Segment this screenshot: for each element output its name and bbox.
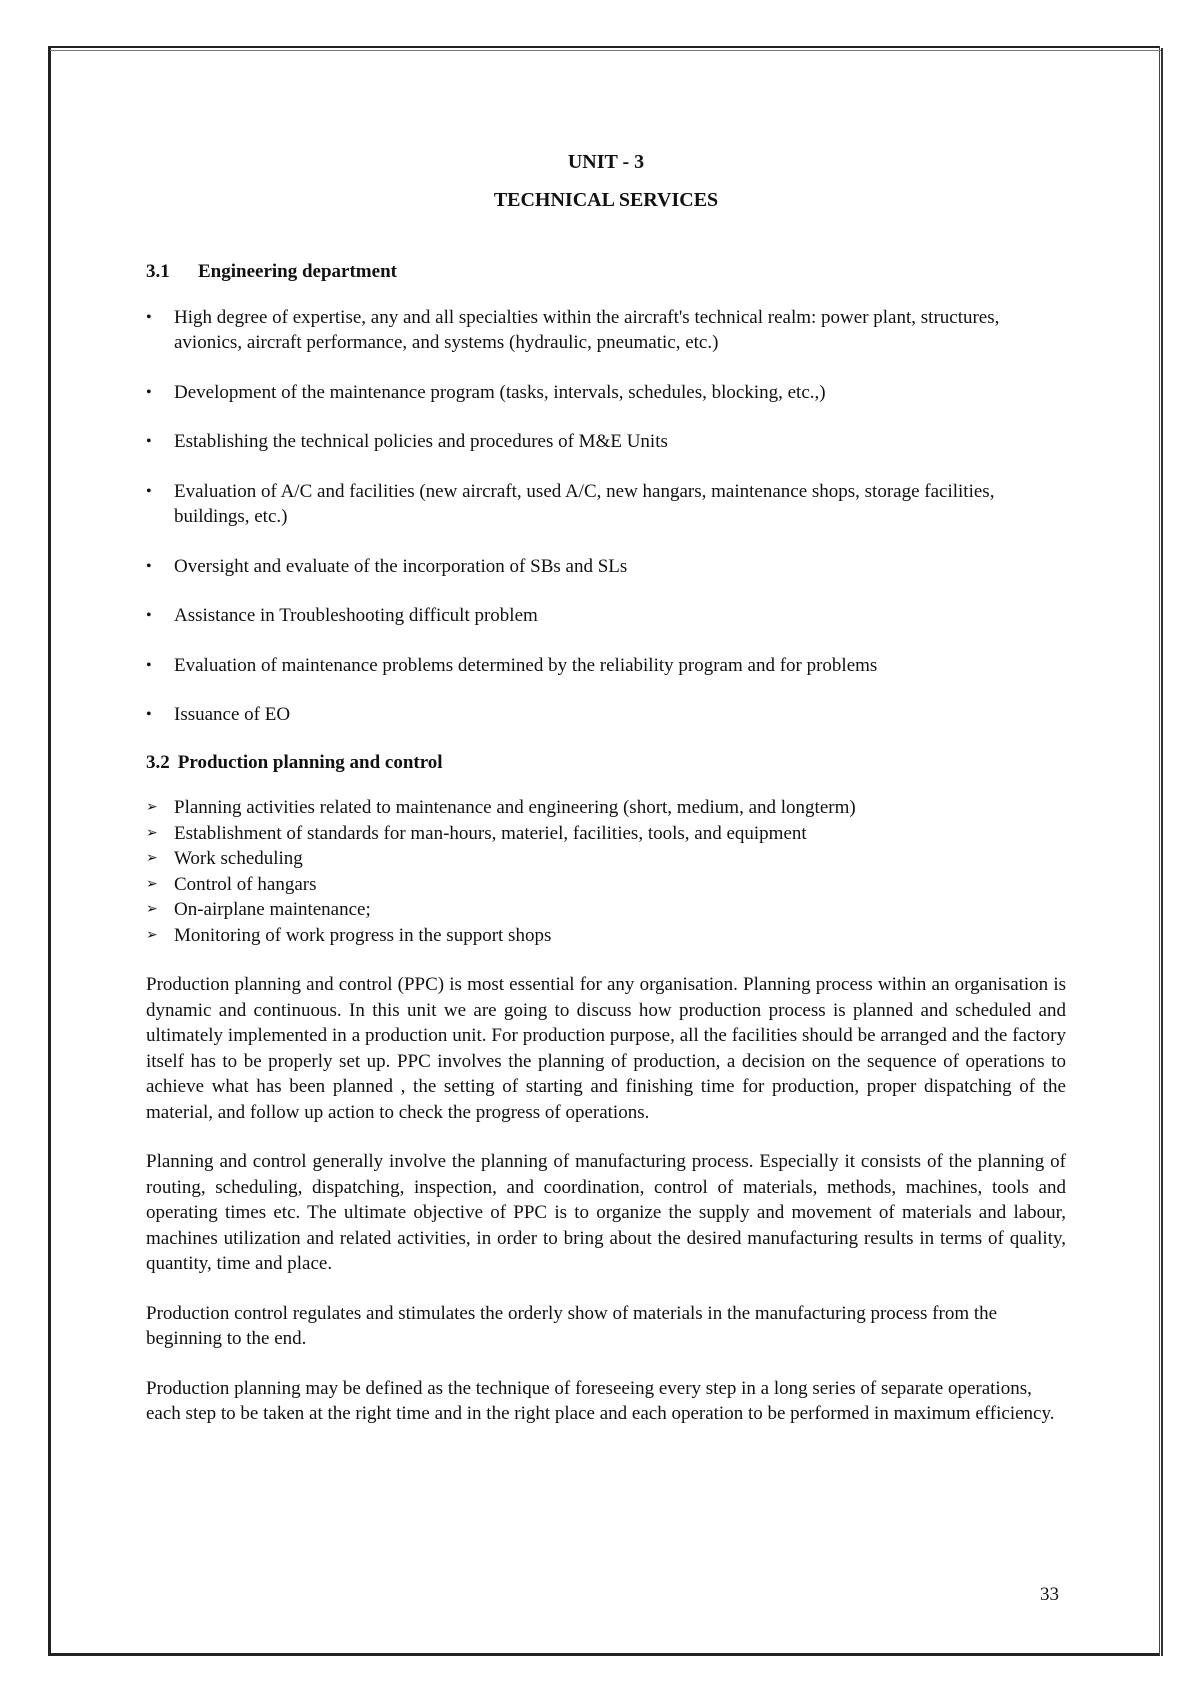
paragraph-planning-control: Planning and control generally involve the planning of manufacturing process. Especially it consists of the planning of routing, scheduling, dispatching, inspection, and coordination, control of materials, methods, machines, tools and operating times etc. The ultimate objective of PPC is to organize the supply and movement of materials and labour, machines utilization and related activities, in order to bring about the desired manufacturing results in terms of quality, quantity, time and place. [146,1151,1066,1274]
section-number: 3.2 [146,751,170,773]
list-item-text: Monitoring of work progress in the support shops [174,924,552,946]
arrow-bullet-icon: ➢ [146,901,158,917]
engineering-bullet-list [146,305,1066,728]
list-item-text: On-airplane maintenance; [174,899,371,920]
page-number: 33 [1040,1584,1059,1605]
paragraph-production-planning: Production planning may be defined as the technique of foreseeing every step in a long series of separate operations, each step to be taken at the right time and in the right place and each operation to be performed in maximum efficiency. [146,1377,1055,1424]
arrow-bullet-icon: ➢ [146,875,158,892]
list-item: • Issuance of EO [146,702,1066,728]
section-number: 3.1 [146,261,170,282]
list-item-text: Planning activities related to maintenance and engineering (short, medium, and longterm) [174,797,856,818]
list-item [146,846,1066,872]
paragraph-production-control: Production control regulates and stimulates the orderly show of materials in the manufacturing process from the beginning to the end. [146,1302,998,1349]
list-item-text: Control of hangars [174,873,317,895]
list-item: • High degree of expertise, any and all specialties within the aircraft's technical realm: power plant, structures, avionics, aircraft performance, and systems (hydraulic, pneumatic, etc.) [146,305,1066,356]
list-item-text: Work scheduling [174,848,303,869]
list-item: • Evaluation of maintenance problems determined by the reliability program and for problems [146,653,1066,679]
list-item [146,923,1066,949]
list-item: • Development of the maintenance program (tasks, intervals, schedules, blocking, etc.,) [146,380,1066,406]
list-item: • Assistance in Troubleshooting difficult problem [146,603,1066,629]
section-heading-ppc [146,750,1066,776]
arrow-bullet-icon: ➢ [146,926,158,943]
section-title: Production planning and control [177,751,443,773]
list-item: • Oversight and evaluate of the incorporation of SBs and SLs [146,554,1066,580]
list-item [146,872,1066,898]
ppc-arrow-list [146,795,1066,948]
list-item: • Establishing the technical policies and procedures of M&E Units [146,429,1066,455]
unit-title: UNIT - 3 [567,151,645,173]
list-item [146,795,1066,821]
unit-subtitle: TECHNICAL SERVICES [493,188,719,211]
list-item: • Evaluation of A/C and facilities (new aircraft, used A/C, new hangars, maintenance shops, storage facilities, buildings, etc.) [146,479,1066,530]
arrow-bullet-icon: ➢ [146,824,158,841]
section-title: Engineering department [198,261,397,282]
list-item [146,897,1066,923]
arrow-bullet-icon: ➢ [146,850,158,866]
page-content [146,150,1066,1451]
list-item [146,821,1066,847]
list-item-text: Establishment of standards for man-hours, materiel, facilities, tools, and equipment [174,822,807,844]
section-heading-engineering [146,259,1066,285]
arrow-bullet-icon: ➢ [146,799,158,815]
paragraph-ppc-intro: Production planning and control (PPC) is most essential for any organisation. Planning process within an organisation is dynamic and continuous. In this unit we are going to discuss how production process is planned and scheduled and ultimately implemented in a production unit. For production purpose, all the facilities should be arranged and the factory itself has to be properly set up. PPC involves the planning of production, a decision on the sequence of operations to achieve what has been planned , the setting of starting and finishing time for production, proper dispatching of the material, and follow up action to check the progress of operations. [146,974,1066,1123]
